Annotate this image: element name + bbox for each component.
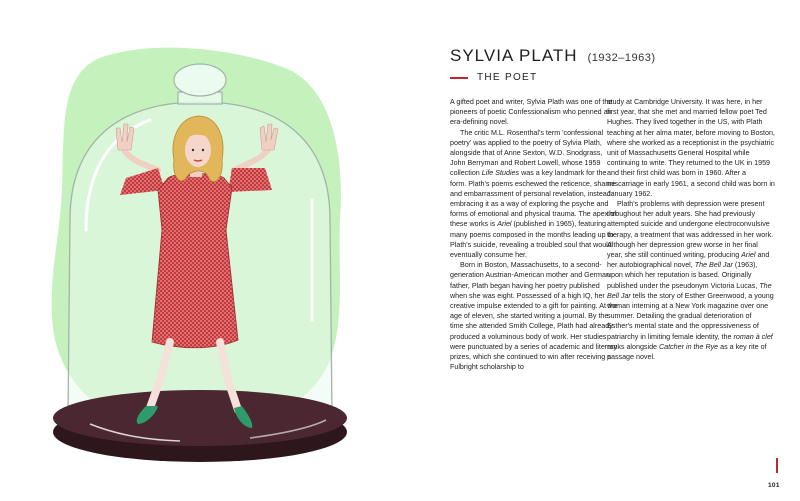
left-eye: [192, 149, 194, 151]
page-number: 101: [768, 482, 780, 489]
text-run: (published in 1965), featuring many poems composed in the months leading up to Plath's suicide, revealing a troubled soul that would eventually consume her.: [450, 220, 614, 260]
text-run: ranks alongside: [607, 342, 659, 351]
bell-jar-knob: [174, 64, 226, 96]
right-eye: [202, 149, 204, 151]
subtitle-row: [450, 72, 770, 83]
accent-rule: [450, 77, 468, 79]
book-title-catcher: Catcher in the Rye: [659, 342, 719, 351]
book-title-life-studies: Life Studies: [481, 169, 520, 178]
term-roman-a-clef: roman à clef: [733, 332, 773, 341]
paragraph-early-life: Born in Boston, Massachusetts, to a second-generation Austrian-American mother and German father, Plath began having her poetry published when she was eight. Possessed of a high IQ, her creative impulse extended to a gift for painting. At the age of eleven, she started writing a journal. By the time she attended Smith College, Plath had already produced a voluminous body of work. Her studies were punctuated by a series of academic and literary prizes, which she continued to win after receiving a Fulbright scholarship to: [450, 261, 618, 372]
book-title-ariel: Ariel: [497, 220, 512, 229]
text-run: and her autobiographical novel,: [607, 251, 770, 270]
page-title: SYLVIA PLATH: [450, 46, 578, 65]
text-run: (1963), upon which her reputation is based. Originally published under the pseudonym Victoria Lucas,: [607, 261, 760, 290]
left-hand: [116, 124, 134, 150]
folio-rule: [776, 458, 778, 473]
text-column-left: [450, 97, 618, 372]
book-title-bell-jar: The Bell Jar: [607, 281, 772, 300]
book-title-ariel: Ariel: [741, 251, 756, 260]
life-dates: (1932–1963): [587, 52, 656, 64]
text-run: was a key landmark for the form. Plath's poems eschewed the reticence, shame and embarrassment of personal revelation, instead embracing it as a way of exploring the psyche and forms of emotional and physical trauma. The apex of these works is: [450, 169, 617, 229]
book-title-bell-jar: The Bell Jar: [694, 261, 733, 270]
right-sleeve: [228, 168, 272, 192]
title-block: [450, 46, 770, 83]
page-subtitle: THE POET: [477, 72, 538, 83]
dress: [152, 174, 238, 348]
face: [185, 133, 211, 167]
text-run: Plath's problems with depression were present throughout her adult years. She had previously attempted suicide and undergone electroconvulsive therapy, a treatment that was addressed in her work. Although her depression grew worse in her final year, she still continued writing, producing: [607, 200, 774, 260]
text-column-right: [607, 97, 775, 362]
intro-paragraph: A gifted poet and writer, Sylvia Plath was one of the pioneers of poetic Confessionalism who penned an era-defining novel.: [450, 98, 613, 127]
paragraph-cambridge: study at Cambridge University. It was here, in her first year, that she met and married fellow poet Ted Hughes. They lived together in the US, with Plath teaching at her alma mater, before moving to Boston, where she worked as a receptionist in the psychiatric unit of Massachusetts General Hospital while continuing to write. They returned to the UK in 1959 and their first child was born in 1960. After a miscarriage in early 1961, a second child was born in January 1962.: [607, 98, 775, 198]
text-run: The critic M.L. Rosenthal's term 'confessional poetry' was applied to the poetry of Sylvia Plath, alongside that of Anne Sexton, W.D. Snodgrass, John Berryman and Robert Lowell, whose 1959 collection: [450, 128, 604, 178]
paragraph-depression: [607, 199, 775, 362]
text-run: as a key rite of passage novel.: [607, 342, 767, 362]
jar-base-top: [53, 390, 347, 446]
title-line: [450, 46, 770, 66]
text-run: tells the story of Esther Greenwood, a young woman interning at a New York magazine over one summer. Detailing the gradual deterioration of Esther's mental state and the oppressiveness of patriarchy in limiting female identity, the: [607, 291, 774, 341]
paragraph-confessional: [450, 128, 618, 261]
